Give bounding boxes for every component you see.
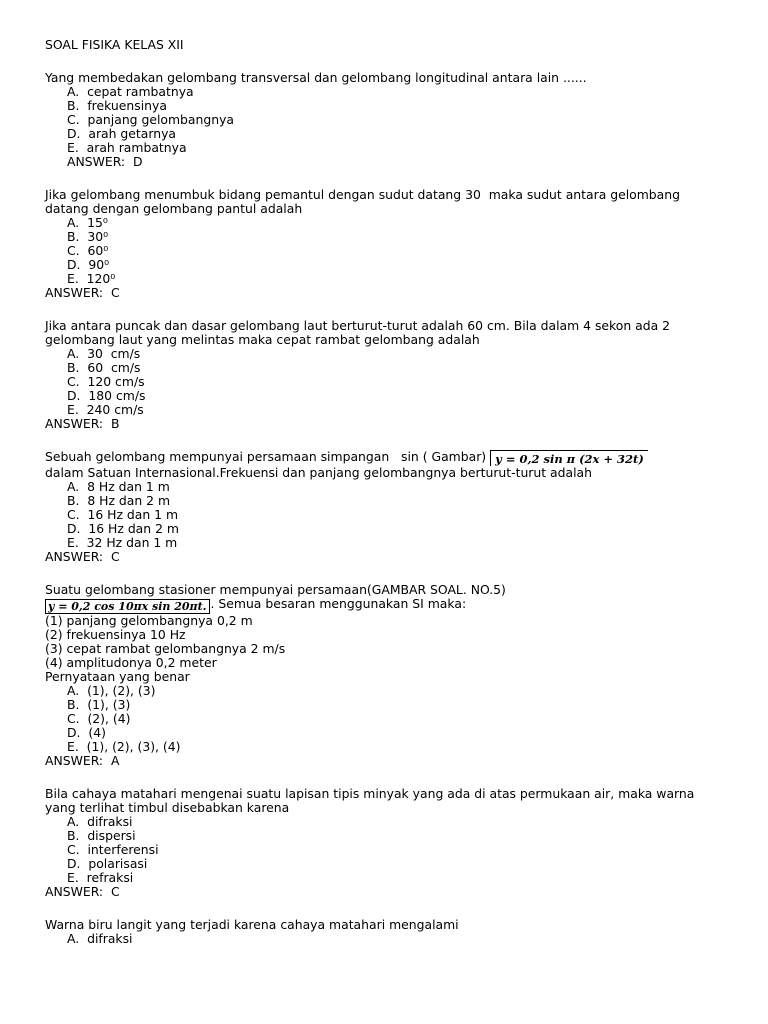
question-5 (45, 583, 735, 768)
question-3 (45, 319, 735, 431)
question-stem: Suatu gelombang stasioner mempunyai persamaan(GAMBAR SOAL. NO.5) (45, 582, 506, 597)
question-stem: Yang membedakan gelombang transversal dan gelombang longitudinal antara lain ...... (45, 70, 587, 85)
option-d: D. (4) (67, 725, 106, 740)
question-stem-cont (45, 597, 735, 614)
option-e: E. 32 Hz dan 1 m (67, 535, 178, 550)
question-stem-cont: dalam Satuan Internasional.Frekuensi dan panjang gelombangnya berturut-turut adalah (45, 465, 592, 480)
option-c: C. interferensi (67, 842, 159, 857)
question-4 (45, 450, 735, 564)
question-stem-text: . Semua besaran menggunakan SI maka: (210, 596, 467, 611)
question-stem-cont: yang terlihat timbul disebabkan karena (45, 800, 290, 815)
question-1 (45, 71, 735, 169)
option-a: A. cepat rambatnya (67, 84, 194, 99)
option-e: E. refraksi (67, 870, 134, 885)
answer-line: ANSWER: D (67, 154, 143, 169)
option-c: C. 120 cm/s (67, 374, 145, 389)
option-list (45, 932, 735, 946)
option-d: D. 16 Hz dan 2 m (67, 521, 179, 536)
statement-item: (3) cepat rambat gelombangnya 2 m/s (45, 641, 286, 656)
option-e: E. (1), (2), (3), (4) (67, 739, 181, 754)
option-c: C. 16 Hz dan 1 m (67, 507, 179, 522)
question-stem: Warna biru langit yang terjadi karena cahaya matahari mengalami (45, 917, 459, 932)
option-b: B. dispersi (67, 828, 136, 843)
option-b: B. 60 cm/s (67, 360, 141, 375)
statement-item: (2) frekuensinya 10 Hz (45, 627, 186, 642)
question-stem: Bila cahaya matahari mengenai suatu lapisan tipis minyak yang ada di atas permukaan air, maka warna (45, 786, 695, 801)
question-stem-cont: datang dengan gelombang pantul adalah (45, 201, 303, 216)
statement-list (45, 614, 735, 684)
option-b: B. frekuensinya (67, 98, 167, 113)
option-a: A. difraksi (67, 814, 133, 829)
formula-image: y = 0,2 sin π (2x + 32t) (490, 450, 648, 466)
question-2 (45, 188, 735, 300)
option-e: E. 120⁰ (67, 271, 116, 286)
answer-line: ANSWER: C (45, 285, 120, 300)
option-list (45, 85, 735, 169)
option-c: C. (2), (4) (67, 711, 131, 726)
answer-line: ANSWER: C (45, 549, 120, 564)
option-d: D. 180 cm/s (67, 388, 146, 403)
option-a: A. (1), (2), (3) (67, 683, 156, 698)
option-e: E. 240 cm/s (67, 402, 144, 417)
option-d: D. arah getarnya (67, 126, 177, 141)
question-stem: Jika antara puncak dan dasar gelombang laut berturut-turut adalah 60 cm. Bila dalam 4 sekon ada 2 (45, 318, 671, 333)
option-b: B. 30⁰ (67, 229, 109, 244)
option-list (45, 684, 735, 754)
option-list (45, 347, 735, 417)
option-list (45, 216, 735, 286)
option-list (45, 480, 735, 550)
option-c: C. 60⁰ (67, 243, 109, 258)
answer-line: ANSWER: A (45, 753, 120, 768)
document-page (45, 38, 735, 965)
option-a: A. difraksi (67, 931, 133, 946)
option-b: B. (1), (3) (67, 697, 131, 712)
option-a: A. 8 Hz dan 1 m (67, 479, 170, 494)
question-7 (45, 918, 735, 946)
formula-image: y = 0,2 cos 10πx sin 20πt. (45, 599, 210, 614)
option-list (45, 815, 735, 885)
option-e: E. arah rambatnya (67, 140, 187, 155)
question-6 (45, 787, 735, 899)
statement-item: Pernyataan yang benar (45, 669, 190, 684)
option-d: D. 90⁰ (67, 257, 110, 272)
document-title: SOAL FISIKA KELAS XII (45, 37, 184, 52)
option-a: A. 15⁰ (67, 215, 108, 230)
answer-line: ANSWER: C (45, 884, 120, 899)
statement-item: (4) amplitudonya 0,2 meter (45, 655, 217, 670)
option-b: B. 8 Hz dan 2 m (67, 493, 171, 508)
question-stem-cont: gelombang laut yang melintas maka cepat rambat gelombang adalah (45, 332, 480, 347)
question-stem: Jika gelombang menumbuk bidang pemantul dengan sudut datang 30 maka sudut antara gelombang (45, 187, 680, 202)
option-d: D. polarisasi (67, 856, 148, 871)
question-stem (45, 450, 735, 466)
question-stem-text: Sebuah gelombang mempunyai persamaan simpangan sin ( Gambar) (45, 449, 487, 464)
answer-line: ANSWER: B (45, 416, 120, 431)
option-c: C. panjang gelombangnya (67, 112, 235, 127)
option-a: A. 30 cm/s (67, 346, 141, 361)
statement-item: (1) panjang gelombangnya 0,2 m (45, 613, 253, 628)
